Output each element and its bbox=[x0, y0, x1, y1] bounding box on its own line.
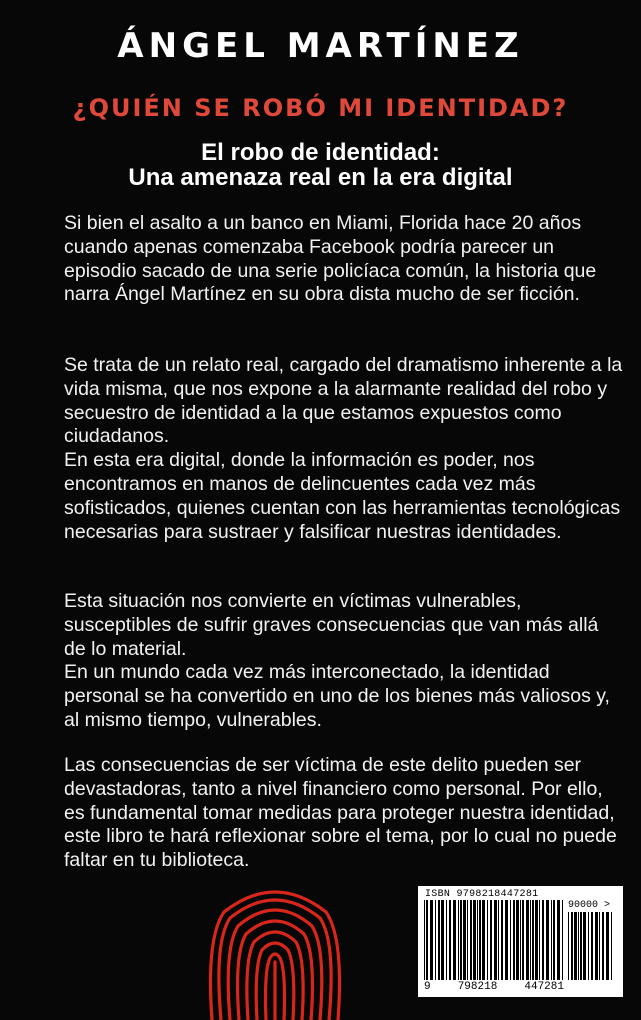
barcode-bar bbox=[490, 900, 492, 980]
synopsis-paragraph: Si bien el asalto a un banco en Miami, Florida hace 20 años cuando apenas comenzaba Facebook podría parecer un episodio sacado de una serie policíaca común, la historia que narra Ángel Martínez en su obra dista mucho de ser ficción. bbox=[64, 212, 597, 306]
barcode-bar bbox=[611, 912, 612, 980]
barcode-bar bbox=[453, 900, 456, 980]
synopsis-block-1 bbox=[64, 212, 624, 307]
barcode-bar bbox=[460, 900, 462, 980]
barcode-bar bbox=[606, 912, 609, 980]
barcode-bar bbox=[479, 900, 481, 980]
barcode-bar bbox=[446, 900, 447, 980]
barcode-bar bbox=[470, 900, 472, 980]
barcode-bar bbox=[487, 900, 488, 980]
author-name: ÁNGEL MARTÍNEZ bbox=[117, 26, 524, 66]
barcode-bar bbox=[551, 900, 552, 980]
barcode-bar bbox=[542, 900, 544, 980]
barcode-bar bbox=[522, 900, 524, 980]
synopsis-paragraph: Esta situación nos convierte en víctimas vulnerables, susceptibles de sufrir graves consecuencias que van más allá de lo material. bbox=[64, 590, 599, 660]
barcode-bar bbox=[426, 900, 428, 980]
isbn-barcode bbox=[418, 886, 623, 997]
barcode-bar bbox=[583, 912, 586, 980]
synopsis-paragraph: Las consecuencias de ser víctima de este delito pueden ser devastadoras, tanto a nivel financiero como personal. Por ello, es fundamental tomar medidas para proteger nuestra identidad, este libro te hará reflexionar sobre el tema, por lo cual no puede faltar en tu biblioteca. bbox=[64, 754, 617, 872]
barcode-bar bbox=[546, 900, 549, 980]
barcode-bar bbox=[591, 912, 593, 980]
barcode-bar bbox=[449, 900, 451, 980]
subtitle bbox=[0, 140, 641, 190]
synopsis-block-4 bbox=[64, 754, 624, 873]
barcode-bar bbox=[602, 912, 604, 980]
barcode-bar bbox=[467, 900, 468, 980]
barcode-bar bbox=[553, 900, 555, 980]
barcode-bar bbox=[430, 900, 433, 980]
barcode-bar bbox=[588, 912, 589, 980]
synopsis-block-2 bbox=[64, 354, 624, 544]
barcode-bar bbox=[510, 900, 511, 980]
barcode-bar bbox=[571, 912, 573, 980]
barcode-bar bbox=[520, 900, 521, 980]
barcode-addon-icon bbox=[568, 912, 616, 982]
barcode-bar bbox=[578, 912, 579, 980]
barcode-bar bbox=[539, 900, 540, 980]
isbn-digit-group-2: 447281 bbox=[524, 981, 564, 993]
barcode-bar bbox=[532, 900, 534, 980]
barcode-bar bbox=[438, 900, 440, 980]
barcode-bar bbox=[526, 900, 529, 980]
barcode-bar bbox=[595, 912, 598, 980]
barcode-bar bbox=[463, 900, 466, 980]
barcode-bar bbox=[498, 900, 499, 980]
synopsis-block-3 bbox=[64, 590, 624, 733]
isbn-label: ISBN 9798218447281 bbox=[425, 889, 539, 900]
isbn-digit-group-1: 798218 bbox=[457, 981, 498, 993]
barcode-bar bbox=[574, 912, 577, 980]
barcode-bar bbox=[441, 900, 444, 980]
barcode-bar bbox=[458, 900, 459, 980]
barcode-bar bbox=[477, 900, 478, 980]
isbn-digit-first: 9 bbox=[424, 981, 431, 993]
barcode-bar bbox=[530, 900, 531, 980]
barcode-bar bbox=[562, 900, 563, 980]
barcode-bar bbox=[516, 900, 519, 980]
subtitle-line-1: El robo de identidad: bbox=[201, 139, 440, 166]
isbn-digits bbox=[424, 981, 564, 993]
book-title: ¿QUIÉN SE ROBÓ MI IDENTIDAD? bbox=[72, 94, 569, 122]
barcode-bar bbox=[557, 900, 560, 980]
synopsis-paragraph: En un mundo cada vez más interconectado, la identidad personal se ha convertido en uno de los bienes más valiosos y, al mismo tiempo, vulnerables. bbox=[64, 661, 610, 731]
barcode-bar bbox=[494, 900, 497, 980]
price-code: 90000 > bbox=[568, 900, 611, 911]
barcode-bar bbox=[501, 900, 503, 980]
barcode-bar bbox=[424, 900, 425, 980]
synopsis-paragraph: Se trata de un relato real, cargado del dramatismo inherente a la vida misma, que nos expone a la alarmante realidad del robo y secuestro de identidad a la que estamos expuestos como ciudadanos. bbox=[64, 354, 623, 448]
barcode-bar bbox=[599, 912, 600, 980]
barcode-bar bbox=[580, 912, 582, 980]
barcode-bar bbox=[505, 900, 508, 980]
barcode-icon bbox=[424, 900, 566, 982]
barcode-bar bbox=[513, 900, 515, 980]
barcode-bar bbox=[568, 912, 569, 980]
barcode-bar bbox=[535, 900, 538, 980]
barcode-bar bbox=[473, 900, 476, 980]
barcode-bar bbox=[435, 900, 436, 980]
synopsis-paragraph: En esta era digital, donde la información es poder, nos encontramos en manos de delincuentes cada vez más sofisticados, quienes cuentan con las herramientas tecnológicas necesarias para sustraer y falsificar nuestras identidades. bbox=[64, 449, 621, 543]
barcode-bar bbox=[482, 900, 485, 980]
subtitle-line-2: Una amenaza real en la era digital bbox=[128, 164, 513, 191]
fingerprint-icon bbox=[200, 870, 350, 1020]
